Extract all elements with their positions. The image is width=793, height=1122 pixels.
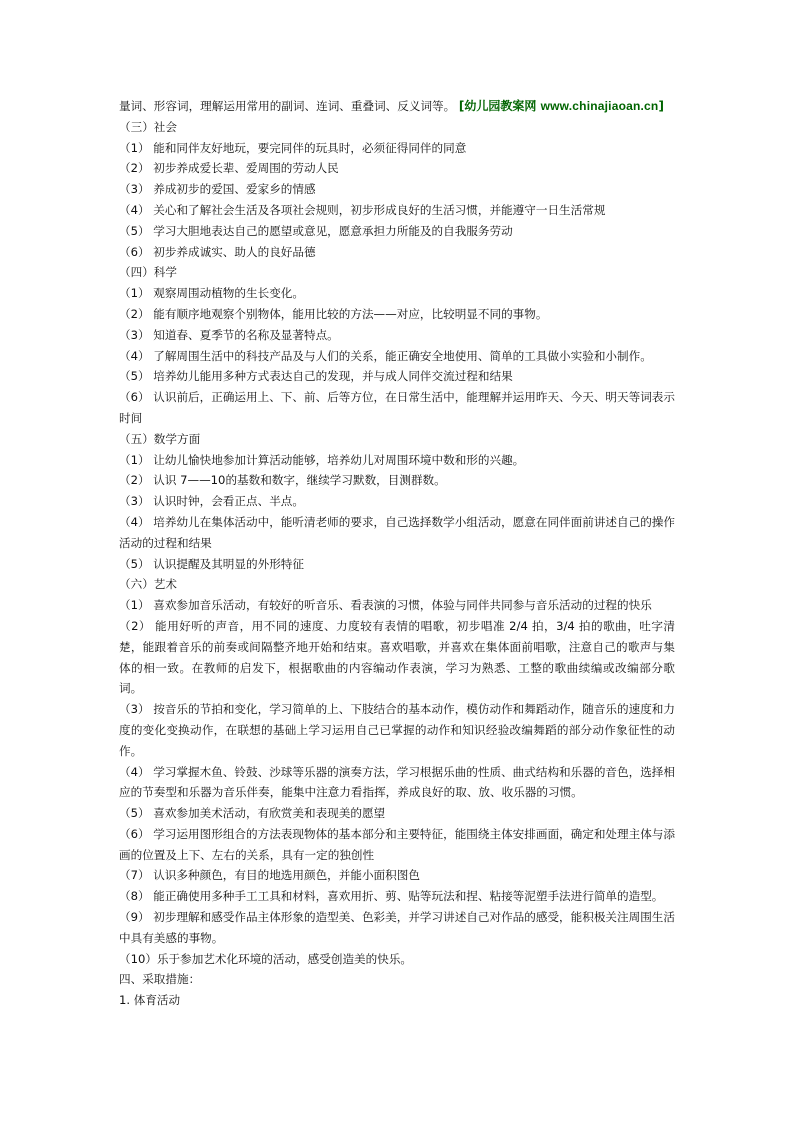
measures-subheading: 1. 体育活动: [119, 993, 181, 1008]
list-item: （3） 按音乐的节拍和变化，学习简单的上、下肢结合的基本动作，模仿动作和舞蹈动作，随音乐的速度和力度的变化变换动作，在联想的基础上学习运用自己已掌握的动作和知识经验改编舞蹈的部分动作象征性的动作。: [119, 702, 675, 758]
list-item: （4） 关心和了解社会生活及各项社会规则，初步形成良好的生活习惯，并能遵守一日生活常规: [119, 202, 606, 217]
list-item: （3） 知道春、夏季节的名称及显著特点。: [119, 327, 339, 342]
list-item: （6） 初步养成诚实、助人的良好品德: [119, 244, 316, 259]
list-item: （4） 了解周围生活中的科技产品及与人们的关系，能正确安全地使用、简单的工具做小实验和小制作。: [119, 348, 652, 363]
list-item: （2） 认识 7——10的基数和数字，继续学习默数，目测群数。: [119, 473, 446, 488]
list-item: （9） 初步理解和感受作品主体形象的造型美、色彩美，并学习讲述自己对作品的感受，能积极关注周围生活中具有美感的事物。: [119, 910, 675, 945]
list-item: （4） 学习掌握木鱼、铃鼓、沙球等乐器的演奏方法，学习根据乐曲的性质、曲式结构和乐器的音色，选择相应的节奏型和乐器为音乐伴奏，能集中注意力看指挥，养成良好的取、放、收乐器的习惯。: [119, 764, 675, 800]
list-item: （5） 认识提醒及其明显的外形特征: [119, 556, 304, 571]
section-heading: （六）艺术: [119, 577, 177, 592]
section-social: [119, 117, 675, 263]
list-item: （2） 能有顺序地观察个别物体，能用比较的方法——对应，比较明显不同的事物。: [119, 306, 548, 321]
intro-line: [119, 96, 675, 117]
list-item: （6） 学习运用图形组合的方法表现物体的基本部分和主要特征，能围绕主体安排画面，确定和处理主体与添画的位置及上下、左右的关系，具有一定的独创性: [119, 826, 675, 862]
watermark: [幼儿园教案网 www.chinajiaoan.cn]: [458, 99, 664, 113]
list-item: （4） 培养幼儿在集体活动中，能听清老师的要求，自己选择数学小组活动，愿意在同伴面前讲述自己的操作活动的过程和结果: [119, 514, 675, 550]
intro-text: 量词、形容词，理解运用常用的副词、连词、重叠词、反义词等。: [119, 99, 456, 113]
list-item: （5） 学习大胆地表达自己的愿望或意见，愿意承担力所能及的自我服务劳动: [119, 223, 513, 238]
list-item: （10）乐于参加艺术化环境的活动，感受创造美的快乐。: [119, 951, 413, 966]
list-item: （3） 认识时钟，会看正点、半点。: [119, 494, 304, 509]
list-item: （1） 喜欢参加音乐活动，有较好的听音乐、看表演的习惯，体验与同伴共同参与音乐活动的过程的快乐: [119, 598, 652, 613]
section-math: [119, 429, 675, 575]
list-item: （5） 喜欢参加美术活动，有欣赏美和表现美的愿望: [119, 806, 386, 821]
list-item: （1） 观察周围动植物的生长变化。: [119, 286, 304, 301]
list-item: （7） 认识多种颜色，有目的地选用颜色，并能小面积图色: [119, 868, 420, 883]
section-heading: （三）社会: [119, 119, 177, 134]
section-art: [119, 574, 675, 969]
section-heading: （五）数学方面: [119, 431, 201, 446]
list-item: （2） 初步养成爱长辈、爱周围的劳动人民: [119, 161, 339, 176]
list-item: （1） 能和同伴友好地玩，要完同伴的玩具时，必须征得同伴的同意: [119, 140, 467, 155]
list-item: （2） 能用好听的声音，用不同的速度、力度较有表情的唱歌，初步唱准 2/4 拍，3/4 拍的歌曲，吐字清楚，能跟着音乐的前奏或间隔整齐地开始和结束。喜欢唱歌，并喜欢在集体面前唱歌，注意自己的歌声与集体的相一致。在教师的启发下，根据歌曲的内容编动作表演，学习为熟悉、工整的歌曲续编或改编部分歌词。: [119, 618, 675, 696]
list-item: （3） 养成初步的爱国、爱家乡的情感: [119, 182, 316, 197]
list-item: （5） 培养幼儿能用多种方式表达自己的发现，并与成人同伴交流过程和结果: [119, 369, 513, 384]
document-page: [119, 96, 675, 1011]
watermark-url: www.chinajiaoan.cn: [540, 99, 659, 113]
section-heading: （四）科学: [119, 265, 177, 280]
list-item: （8） 能正确使用多种手工工具和材料，喜欢用折、剪、贴等玩法和捏、粘接等泥塑手法进行简单的造型。: [119, 889, 664, 904]
list-item: （6） 认识前后，正确运用上、下、前、后等方位，在日常生活中，能理解并运用昨天、今天、明天等词表示时间: [119, 390, 675, 425]
section-science: [119, 262, 675, 428]
measures-heading: 四、采取措施：: [119, 972, 201, 987]
list-item: （1） 让幼儿愉快地参加计算活动能够，培养幼儿对周围环境中数和形的兴趣。: [119, 452, 525, 467]
